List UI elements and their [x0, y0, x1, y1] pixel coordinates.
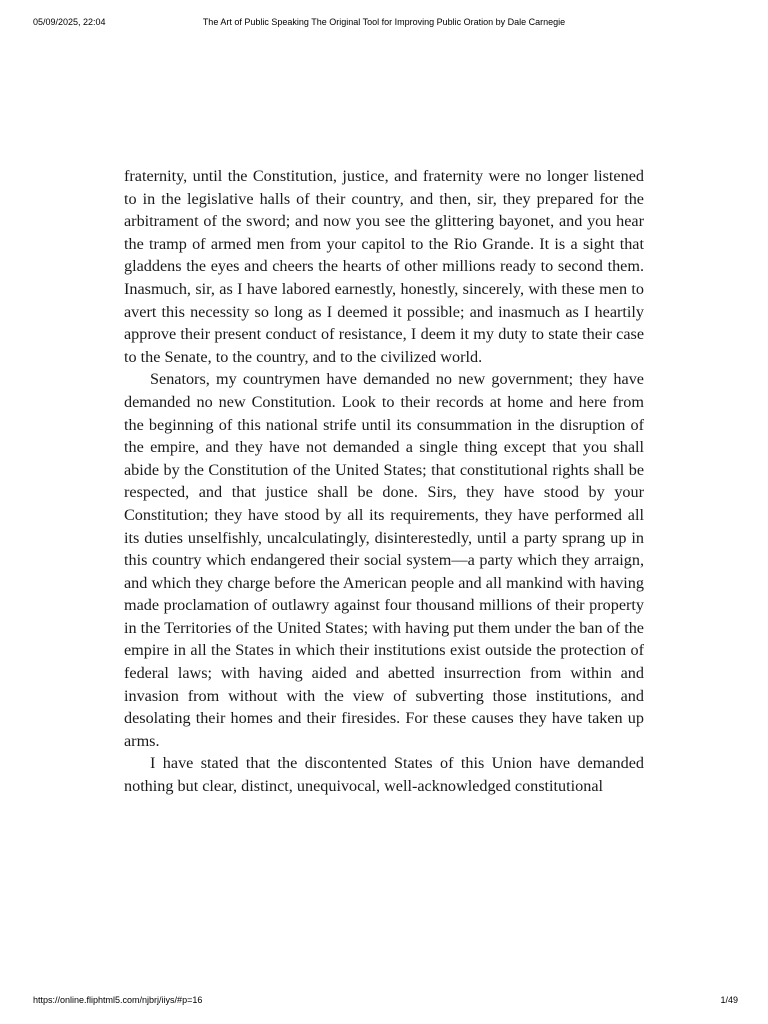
paragraph: I have stated that the discontented States of this Union have demanded nothing but clear, distinct, unequivocal, well-acknowledged constitutional	[124, 754, 644, 796]
paragraph: Senators, my countrymen have demanded no new government; they have demanded no new Constitution. Look to their records at home and here from the beginning of this national strife until its consummation in the disruption of the empire, and they have not demanded a single thing except that you shall abide by the Constitution of the United States; that constitutional rights shall be respected, and that justice shall be done. Sirs, they have stood by your Constitution; they have stood by all its requirements, they have performed all its duties unselfishly, uncalculatingly, disinterestedly, until a party sprang up in this country which endangered their social system—a party which they arraign, and which they charge before the American people and all mankind with having made proclamation of outlawry against four thousand millions of their property in the Territories of the United States; with having put them under the ban of the empire in all the States in which their institutions exist outside the protection of federal laws; with having aided and abetted insurrection from within and invasion from without with the view of subverting those institutions, and desolating their homes and their firesides. For these causes they have taken up arms.	[124, 370, 644, 750]
paragraph-continued: fraternity, until the Constitution, justice, and fraternity were no longer listened to in the legislative halls of their country, and then, sir, they prepared for the arbitrament of the sword; and now you see the glittering bayonet, and you hear the tramp of armed men from your capitol to the Rio Grande. It is a sight that gladdens the eyes and cheers the hearts of other millions ready to second them. Inasmuch, sir, as I have labored earnestly, honestly, sincerely, with these men to avert this necessity so long as I deemed it possible; and inasmuch as I heartily approve their present conduct of resistance, I deem it my duty to state their case to the Senate, to the country, and to the civilized world.	[124, 167, 644, 366]
print-header-title: The Art of Public Speaking The Original Tool for Improving Public Oration by Dale Carnegie	[202, 17, 566, 27]
book-page-text	[124, 165, 644, 798]
print-footer-url: https://online.fliphtml5.com/njbrj/iiys/#p=16	[33, 995, 203, 1005]
print-footer-page-counter: 1/49	[720, 995, 738, 1005]
print-header-datetime: 05/09/2025, 22:04	[33, 17, 106, 27]
